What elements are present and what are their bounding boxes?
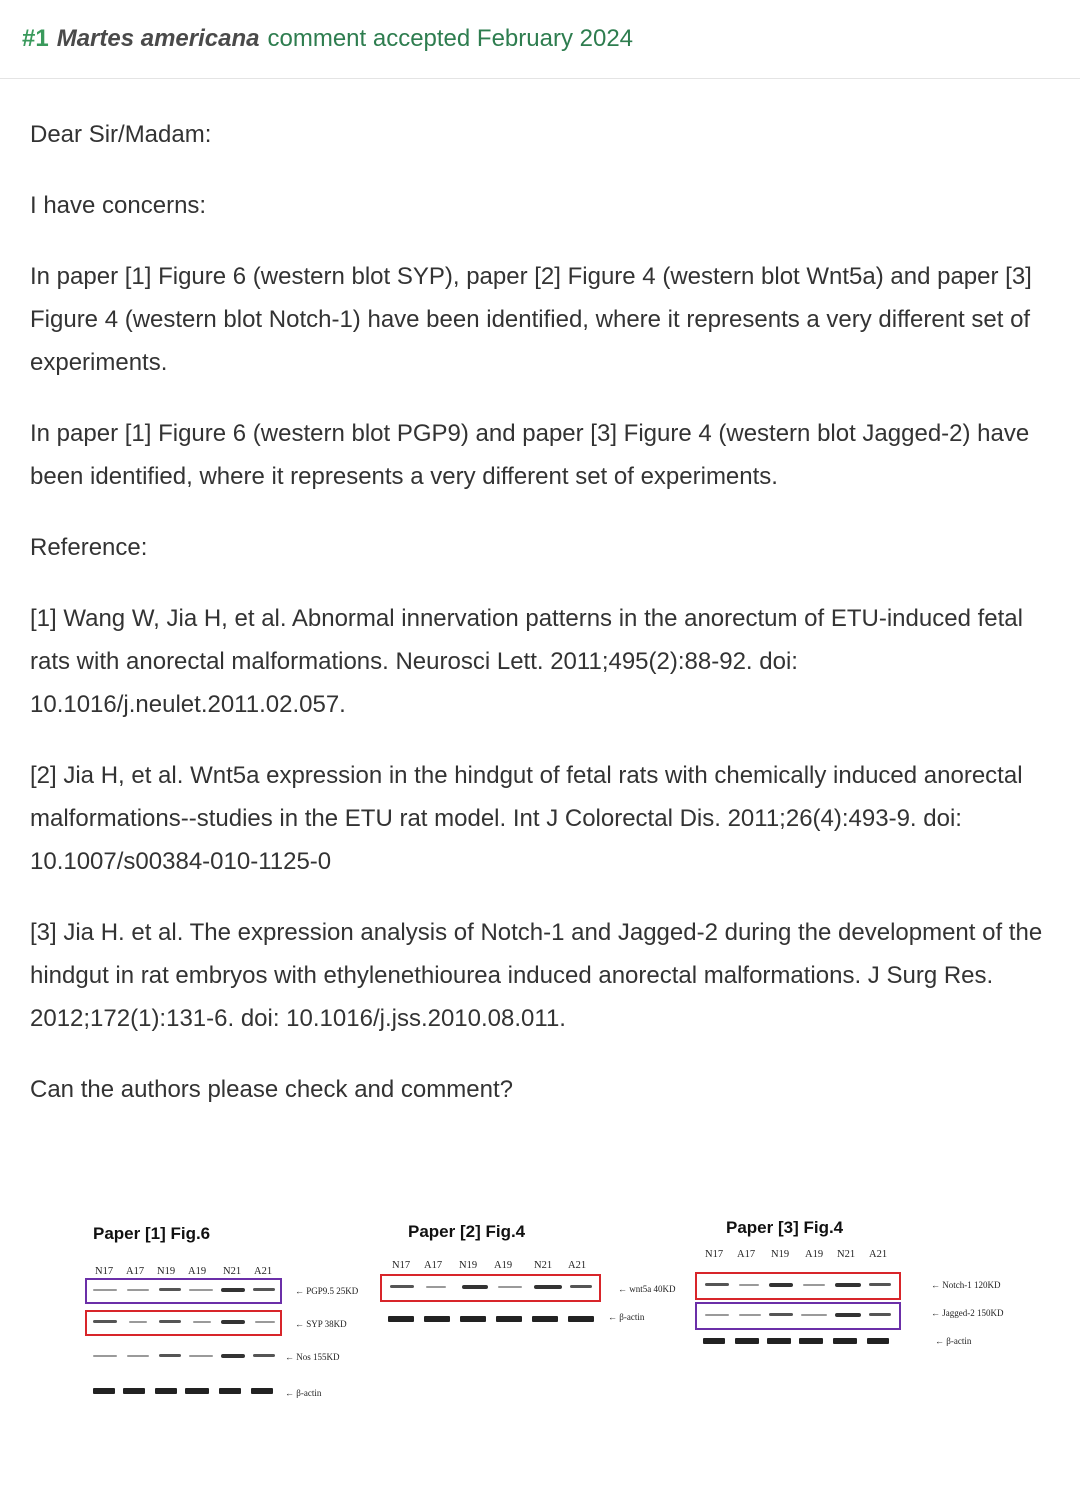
blot-comparison-figure	[0, 1200, 1080, 1450]
lane-label: N21	[223, 1266, 242, 1277]
lane-label: A21	[869, 1249, 888, 1260]
figure-paper-3	[695, 1200, 1025, 1440]
label-syp: ← SYP 38KD	[295, 1319, 347, 1329]
figure-1-lanes	[95, 1266, 282, 1277]
label-notch1: ← Notch-1 120KD	[931, 1280, 1001, 1290]
lane-label: N17	[705, 1249, 724, 1260]
blot-row-jagged2	[699, 1307, 897, 1325]
lane-label: N17	[95, 1266, 114, 1277]
figure-paper-2	[380, 1200, 700, 1440]
figure-2-title: Paper [2] Fig.4	[408, 1222, 526, 1241]
commenter-species: Martes americana	[56, 25, 260, 52]
concern-1: In paper [1] Figure 6 (western blot SYP), paper [2] Figure 4 (western blot Wnt5a) and paper [3] Figure 4 (western blot Notch-1) have been identified, where it represents a very different set of experiments.	[30, 263, 1032, 376]
label-jagged2: ← Jagged-2 150KD	[931, 1308, 1004, 1318]
blot-row-syp	[89, 1314, 279, 1332]
lane-label: N21	[534, 1260, 553, 1271]
concern-2: In paper [1] Figure 6 (western blot PGP9) and paper [3] Figure 4 (western blot Jagged-2) have been identified, where it represents a very different set of experiments.	[30, 420, 1030, 490]
figure-3-title: Paper [3] Fig.4	[726, 1218, 844, 1237]
blot-row-nos	[89, 1348, 279, 1366]
lane-label: A17	[737, 1249, 756, 1260]
lane-label: A19	[494, 1260, 513, 1271]
label-beta-actin: ← β-actin	[608, 1312, 645, 1322]
blot-row-notch1	[699, 1277, 897, 1295]
reference-1: [1] Wang W, Jia H, et al. Abnormal innervation patterns in the anorectum of ETU-induced fetal rats with anorectal malformations. Neurosci Lett. 2011;495(2):88-92. doi: 10.1016/j.neulet.2011.02.057.	[30, 605, 1023, 718]
lane-label: A19	[805, 1249, 824, 1260]
reference-3: [3] Jia H. et al. The expression analysis of Notch-1 and Jagged-2 during the development of the hindgut in rat embryos with ethylenethiourea induced anorectal malformations. J Surg Res. 2012;172(1):131-6. doi: 10.1016/j.jss.2010.08.011.	[30, 919, 1043, 1032]
lane-label: A19	[188, 1266, 207, 1277]
figure-2-lanes	[392, 1260, 596, 1271]
comment-number[interactable]: #1	[22, 25, 49, 52]
comment-header	[0, 0, 1080, 79]
comment-status: comment accepted February 2024	[267, 25, 634, 52]
label-wnt5a: ← wnt5a 40KD	[618, 1284, 676, 1294]
label-beta-actin: ← β-actin	[935, 1336, 972, 1346]
lane-label: N19	[157, 1266, 176, 1277]
greeting: Dear Sir/Madam:	[30, 121, 212, 148]
reference-heading: Reference:	[30, 534, 148, 561]
reference-2: [2] Jia H, et al. Wnt5a expression in the hindgut of fetal rats with chemically induced anorectal malformations--studies in the ETU rat model. Int J Colorectal Dis. 2011;26(4):493-9. doi: 10.1007/s00384-010-1125-0	[30, 762, 1023, 875]
lane-label: A17	[424, 1260, 443, 1271]
lane-label: A17	[126, 1266, 145, 1277]
figure-3-lanes	[705, 1249, 897, 1260]
label-pgp95: ← PGP9.5 25KD	[295, 1286, 359, 1296]
closing: Can the authors please check and comment?	[30, 1076, 513, 1103]
lane-label: N19	[459, 1260, 478, 1271]
lane-label: N21	[837, 1249, 856, 1260]
label-beta-actin: ← β-actin	[285, 1388, 322, 1398]
figure-1-title: Paper [1] Fig.6	[93, 1224, 211, 1243]
lane-label: A21	[568, 1260, 587, 1271]
lane-label: A21	[254, 1266, 273, 1277]
intro: I have concerns:	[30, 192, 207, 219]
lane-label: N19	[771, 1249, 790, 1260]
blot-row-wnt5a	[384, 1279, 598, 1297]
lane-label: N17	[392, 1260, 411, 1271]
comment-body	[0, 79, 1080, 1111]
figure-paper-1	[85, 1200, 375, 1440]
label-nos: ← Nos 155KD	[285, 1352, 340, 1362]
blot-row-pgp95	[89, 1282, 279, 1300]
